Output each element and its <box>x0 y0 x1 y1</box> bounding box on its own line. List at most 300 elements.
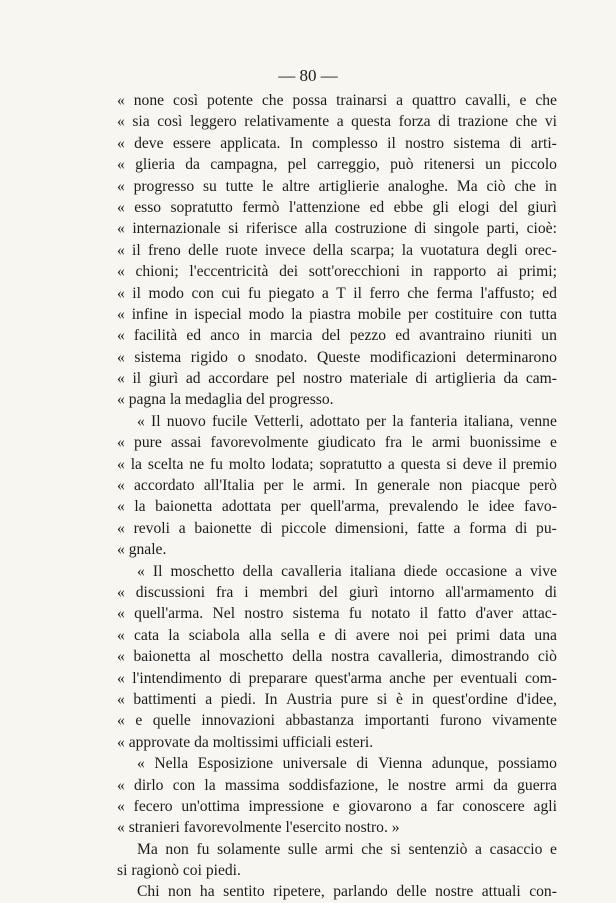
word: dimensioni, <box>335 519 409 537</box>
word: invece <box>264 241 306 259</box>
word: riuniti <box>494 327 533 345</box>
word: pu- <box>536 519 557 537</box>
word: in <box>175 305 188 323</box>
word: esteri. <box>335 733 374 751</box>
word: armi <box>431 434 461 452</box>
word: a <box>396 92 404 109</box>
word: medaglia <box>185 391 247 409</box>
word: In <box>354 477 368 495</box>
word: alla <box>249 626 272 644</box>
word: cavalleria, <box>377 648 443 666</box>
text-line <box>117 603 557 624</box>
word: ferma <box>436 284 473 302</box>
word: giurì <box>348 583 379 601</box>
word: di <box>415 370 428 388</box>
word: « <box>117 156 125 174</box>
word: armi <box>325 840 354 858</box>
word: il <box>419 605 429 623</box>
word: analoghe. <box>387 177 449 195</box>
word: a <box>475 840 482 858</box>
word: scelta <box>147 455 184 473</box>
word: da <box>503 370 519 388</box>
word: chioni; <box>135 263 179 281</box>
word: ruote <box>225 241 258 259</box>
text-line <box>117 817 557 838</box>
word: il <box>353 284 362 302</box>
text-line <box>117 732 557 753</box>
word: baionetta <box>133 648 191 666</box>
word: baionette <box>194 519 252 537</box>
word: Ma <box>456 177 478 195</box>
word: quattro <box>411 92 457 109</box>
text-line <box>117 582 557 603</box>
word: « <box>117 690 125 708</box>
word: quell'arma. <box>134 605 204 623</box>
word: d'aver <box>475 605 513 623</box>
word: costruzione <box>334 220 407 238</box>
word: carreggio, <box>317 156 380 174</box>
text-line <box>117 304 557 325</box>
word: si <box>228 220 239 238</box>
word: guerra <box>517 776 557 794</box>
text-line <box>117 625 557 646</box>
word: progresso. <box>269 391 334 409</box>
word: il <box>498 455 507 473</box>
word: d'idee, <box>516 690 557 708</box>
word: favo- <box>524 498 557 516</box>
word: Queste <box>316 348 361 366</box>
word: per <box>408 305 428 323</box>
word: ripetere, <box>273 883 325 901</box>
word: Vetterli, <box>253 412 304 430</box>
word: si <box>390 840 401 858</box>
word: sulle <box>287 840 318 858</box>
word: con <box>191 284 214 302</box>
word: scarpa; <box>350 241 395 259</box>
word: degli <box>486 241 518 259</box>
word: abbastanza <box>285 712 354 730</box>
word: piegato <box>268 284 315 302</box>
word: parlando <box>333 883 388 901</box>
word: complesso <box>312 134 378 152</box>
word: pezzo <box>349 327 387 345</box>
word: all'armamento <box>445 583 534 601</box>
word: un'ottima <box>181 797 240 815</box>
word: l'eccentricità <box>189 263 269 281</box>
word: armi <box>455 776 484 794</box>
word: eventuali <box>460 669 518 687</box>
word: pel <box>287 156 307 174</box>
word: piacque <box>471 477 521 495</box>
word: « <box>117 177 125 195</box>
word: modo <box>248 305 285 323</box>
word: nostra <box>331 648 370 666</box>
word: campagna, <box>210 156 278 174</box>
word: in <box>411 690 424 708</box>
word: giovarono <box>348 797 412 815</box>
text-line <box>117 283 557 304</box>
text-line <box>117 860 557 881</box>
word: e <box>332 797 340 815</box>
word: delle <box>188 241 219 259</box>
word: « <box>117 626 125 644</box>
word: anco <box>210 327 240 345</box>
word: « <box>117 455 125 473</box>
word: tutte <box>225 177 254 195</box>
word: cioè: <box>526 220 557 238</box>
word: fra <box>215 583 234 601</box>
word: « <box>117 648 125 666</box>
word: buonissime <box>469 434 541 452</box>
word: Esposizione <box>197 755 274 773</box>
word: a <box>321 284 329 302</box>
word: T <box>336 284 346 302</box>
text-line <box>117 475 557 496</box>
word: Ma <box>137 840 158 858</box>
text-line <box>117 325 557 346</box>
word: freno <box>147 241 181 259</box>
word: « <box>117 92 125 109</box>
word: favorevolmente <box>183 819 286 837</box>
word: possiamo <box>498 755 557 773</box>
word: quest'ordine <box>432 690 508 708</box>
word: favorevolmente <box>210 434 309 452</box>
word: dirlo <box>134 776 164 794</box>
text-line <box>117 432 557 453</box>
word: a <box>453 519 461 537</box>
word: « <box>117 434 125 452</box>
word: Il <box>151 412 161 430</box>
word: la <box>134 498 146 516</box>
word: del <box>498 198 519 216</box>
word: cam- <box>525 370 557 388</box>
word: applicata. <box>220 134 281 152</box>
word: fatte <box>416 519 445 537</box>
word: di <box>544 583 557 601</box>
word: sott'orecchioni <box>308 263 400 281</box>
word: che <box>514 177 536 195</box>
word: « <box>117 263 125 281</box>
word: « <box>117 733 129 751</box>
word: conoscere <box>462 797 525 815</box>
word: massima <box>224 776 280 794</box>
word: le <box>411 434 423 452</box>
word: di <box>438 113 451 131</box>
word: adottato <box>309 412 360 430</box>
word: su <box>202 177 217 195</box>
word: per <box>263 477 284 495</box>
word: piedi. <box>220 690 256 708</box>
word: quest'arma <box>314 669 382 687</box>
word: venne <box>519 412 557 430</box>
word: i <box>244 583 249 601</box>
text-line <box>117 240 557 261</box>
word: modificazioni <box>369 348 457 366</box>
word: Nella <box>154 755 189 773</box>
word: rigido <box>190 348 228 366</box>
word: così <box>172 92 199 109</box>
word: pel <box>276 370 296 388</box>
word: l'intendimento <box>132 669 222 687</box>
word: esso <box>134 198 162 216</box>
text-line <box>117 197 557 218</box>
word: o <box>237 348 246 366</box>
text-line <box>117 411 557 432</box>
word: pei <box>428 626 448 644</box>
word: da <box>493 776 508 794</box>
word: quell'arma, <box>310 498 380 516</box>
word: notato <box>371 605 411 623</box>
word: per <box>366 412 387 430</box>
word: ragionò <box>131 862 183 880</box>
word: baionetta <box>155 498 213 516</box>
word: così <box>157 113 183 131</box>
word: arti- <box>530 134 557 152</box>
word: da <box>194 733 213 751</box>
text-line <box>117 839 557 860</box>
word: membri <box>259 583 309 601</box>
word: « <box>117 605 125 623</box>
word: le <box>467 498 479 516</box>
word: forma <box>469 519 507 537</box>
word: e <box>135 712 143 730</box>
word: artiglierie <box>318 177 380 195</box>
word: a <box>515 562 523 580</box>
word: primi <box>456 626 491 644</box>
word: piccolo <box>511 156 557 174</box>
word: la <box>401 241 414 259</box>
word: dimostrando <box>451 648 530 666</box>
word: dei <box>279 263 299 281</box>
word: primi; <box>518 263 557 281</box>
word: adottata <box>221 498 272 516</box>
word: approvate <box>128 733 195 751</box>
text-line <box>117 176 557 197</box>
word: gli <box>432 198 449 216</box>
text-line <box>117 646 557 667</box>
word: sopratutto <box>170 198 233 216</box>
word: ciò <box>537 648 557 666</box>
word: il <box>387 134 396 152</box>
word: con <box>499 305 523 323</box>
word: a <box>387 455 395 473</box>
word: pure <box>340 690 369 708</box>
word: impressione <box>248 797 324 815</box>
word: adunque, <box>431 755 489 773</box>
word: nostro. <box>344 819 392 837</box>
word: trazione <box>457 113 509 131</box>
word: vuotatura <box>420 241 480 259</box>
word: attac- <box>522 605 557 623</box>
text-line <box>117 218 557 239</box>
word: « <box>117 776 125 794</box>
word: sistema <box>292 605 340 623</box>
word: leggero <box>189 113 237 131</box>
word: soddisfazione, <box>288 776 379 794</box>
word: che <box>361 840 383 858</box>
word: In <box>289 134 303 152</box>
word: Nel <box>212 605 236 623</box>
word: si <box>376 690 388 708</box>
word: di <box>509 134 522 152</box>
text-line <box>117 689 557 710</box>
word: molto <box>228 455 266 473</box>
word: vivamente <box>492 712 557 730</box>
word: determinarono <box>466 348 557 366</box>
word: premio <box>512 455 557 473</box>
word: artiglieria <box>435 370 496 388</box>
word: possa <box>292 92 328 109</box>
word: cavalli, <box>465 92 511 109</box>
word: noi <box>398 626 419 644</box>
word: ebbe <box>393 198 424 216</box>
word: giurì <box>148 370 179 388</box>
word: « <box>117 220 125 238</box>
word: fatto <box>437 605 467 623</box>
text-line <box>117 561 557 582</box>
word: si <box>446 455 457 473</box>
word: le <box>387 776 399 794</box>
word: solamente <box>217 840 281 858</box>
word: sentenziò <box>408 840 468 858</box>
word: glieria <box>135 156 175 174</box>
word: avantraino <box>419 327 485 345</box>
word: a <box>205 690 213 708</box>
word: cavalleria <box>281 562 342 580</box>
word: di <box>356 755 369 773</box>
word: Vienna <box>378 755 423 773</box>
word: furono <box>439 712 482 730</box>
word: una <box>534 626 557 644</box>
text-line <box>117 775 557 796</box>
word: far <box>436 797 454 815</box>
word: prevalendo <box>388 498 459 516</box>
word: casaccio <box>489 840 543 858</box>
word: « <box>117 712 125 730</box>
word: « <box>117 797 125 815</box>
word: orec- <box>524 241 557 259</box>
word: il <box>132 241 141 259</box>
word: un <box>485 156 501 174</box>
word: none <box>133 92 165 109</box>
word: altre <box>282 177 310 195</box>
word: elogi <box>458 198 490 216</box>
word: cata <box>133 626 160 644</box>
word: giurì <box>527 198 557 216</box>
word: marcia <box>270 327 313 345</box>
word: gnale. <box>128 541 167 559</box>
word: » <box>391 819 400 837</box>
word: « <box>117 241 125 259</box>
word: la <box>392 412 404 430</box>
word: mobile <box>357 305 402 323</box>
word: snodato. <box>254 348 308 366</box>
word: intorno <box>389 583 435 601</box>
word: Il <box>152 562 163 580</box>
text-line <box>117 347 557 368</box>
word: che <box>535 92 557 109</box>
word: di <box>334 626 347 644</box>
word: ai <box>496 263 509 281</box>
word: internazionale <box>132 220 221 238</box>
word: moschetto <box>219 648 284 666</box>
word: deve <box>462 455 493 473</box>
word: « <box>137 562 145 580</box>
word: fu <box>209 455 223 473</box>
word: per <box>280 498 301 516</box>
word: delle <box>396 883 427 901</box>
word: occasione <box>445 562 508 580</box>
body-text <box>117 90 557 903</box>
word: materiale <box>349 370 408 388</box>
word: anche <box>389 669 426 687</box>
word: italiana <box>349 562 396 580</box>
word: sentito <box>223 883 265 901</box>
word: « <box>117 370 125 388</box>
word: della <box>292 648 323 666</box>
word: ferro <box>369 284 400 302</box>
word: fermò <box>242 198 280 216</box>
word: fu <box>196 840 210 858</box>
word: sia <box>132 113 150 131</box>
word: « <box>117 284 125 302</box>
word: attuali <box>481 883 521 901</box>
word: « <box>117 198 125 216</box>
word: moltissimi <box>212 733 283 751</box>
word: la <box>169 391 185 409</box>
word: « <box>117 327 125 345</box>
word: un <box>541 327 557 345</box>
word: sciabola <box>188 626 240 644</box>
word: da <box>185 156 200 174</box>
word: con <box>172 776 196 794</box>
word: le <box>292 477 304 495</box>
word: « <box>117 519 125 537</box>
word: moschetto <box>170 562 235 580</box>
word: cui <box>221 284 241 302</box>
text-line <box>117 454 557 475</box>
word: ciò <box>486 177 506 195</box>
word: è <box>395 690 403 708</box>
word: può <box>390 156 414 174</box>
word: « <box>117 819 129 837</box>
text-line <box>117 154 557 175</box>
word: Austria <box>286 690 332 708</box>
word: avere <box>355 626 390 644</box>
word: importanti <box>364 712 430 730</box>
word: nostro <box>244 605 284 623</box>
text-line <box>117 90 557 111</box>
word: battimenti <box>133 690 197 708</box>
word: lodata; <box>271 455 314 473</box>
word: all'Italia <box>203 477 255 495</box>
text-line <box>117 368 557 389</box>
word: discussioni <box>135 583 206 601</box>
word: costituire <box>434 305 493 323</box>
word: generale <box>376 477 430 495</box>
word: accordato <box>134 477 195 495</box>
word: piccole <box>281 519 327 537</box>
word: di <box>229 669 242 687</box>
word: alla <box>304 220 328 238</box>
word: deve <box>134 134 164 152</box>
text-line <box>117 518 557 539</box>
word: armi. <box>313 477 346 495</box>
text-line <box>117 111 557 132</box>
word: com- <box>524 669 557 687</box>
word: questa <box>400 455 441 473</box>
word: « <box>117 498 125 516</box>
